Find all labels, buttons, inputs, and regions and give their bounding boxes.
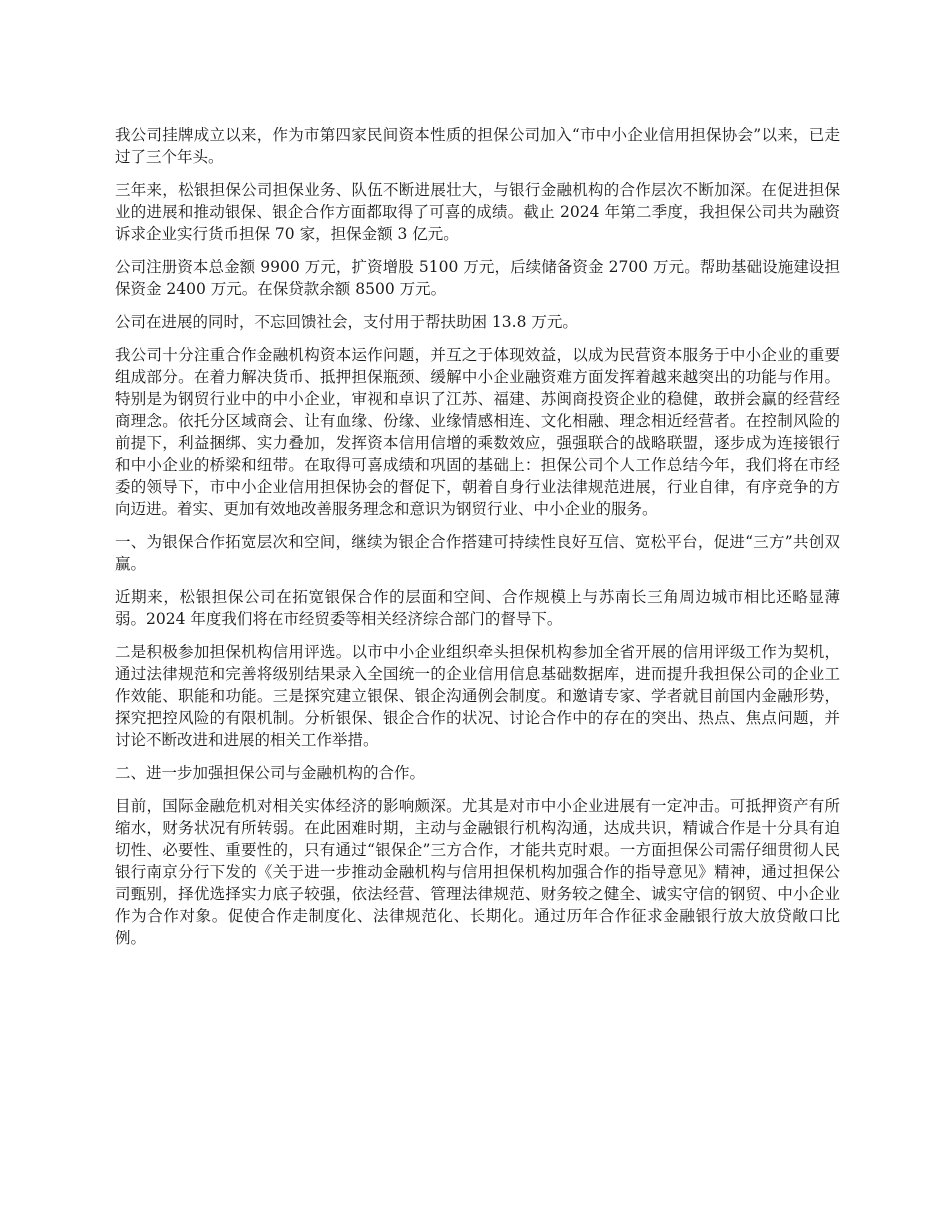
paragraph-three-years: 三年来，松银担保公司担保业务、队伍不断进展壮大，与银行金融机构的合作层次不断加深。在促进担保业的进展和推动银保、银企合作方面都取得了可喜的成绩。截止 2024 年第二季度，我担保公司共为融资诉求企业实行货币担保 70 家，担保金额 3 亿元。 — [115, 181, 840, 243]
paragraph-social: 公司在进展的同时，不忘回馈社会，支付用于帮扶助困 13.8 万元。 — [115, 313, 578, 331]
paragraph-credit-rating: 二是积极参加担保机构信用评选。以市中小企业组织牵头担保机构参加全省开展的信用评级工作为契机，通过法律规范和完善将级别结果录入全国统一的企业信用信息基础数据库，进而提升我担保公司的企业工作效能、职能和功能。三是探究建立银保、银企沟通例会制度。和邀请专家、学者就目前国内金融形势，探究把控风险的有限机制。分析银保、银企合作的状况、讨论合作中的存在的突出、热点、焦点问题，并讨论不断改进和进展的相关工作举措。 — [115, 643, 840, 749]
document-body — [115, 124, 840, 960]
paragraph-cooperation: 我公司十分注重合作金融机构资本运作问题，并互之于体现效益，以成为民营资本服务于中小企业的重要组成部分。在着力解决货币、抵押担保瓶颈、缓解中小企业融资难方面发挥着越来越突出的功能与作用。特别是为钢贸行业中的中小企业，审视和卓识了江苏、福建、苏闽商投资企业的稳健，敢拼会赢的经营经商理念。依托分区域商会、让有血缘、份缘、业缘情感相连、文化相融、理念相近经营者。在控制风险的前提下，利益捆绑、实力叠加，发挥资本信用信增的乘数效应，强强联合的战略联盟，逐步成为连接银行和中小企业的桥梁和纽带。在取得可喜成绩和巩固的基础上：担保公司个人工作总结今年，我们将在市经委的领导下，市中小企业信用担保协会的督促下，朝着自身行业法律规范进展，行业自律，有序竞争的方向迈进。着实、更加有效地改善服务理念和意识为钢贸行业、中小企业的服务。 — [115, 346, 840, 518]
section-heading-2: 二、进一步加强担保公司与金融机构的合作。 — [115, 764, 426, 782]
paragraph-financial-crisis: 目前，国际金融危机对相关实体经济的影响颇深。尤其是对市中小企业进展有一定冲击。可抵押资产有所缩水，财务状况有所转弱。在此困难时期，主动与金融银行机构沟通，达成共识，精诚合作是十分具有迫切性、必要性、重要性的，只有通过“银保企”三方合作，才能共克时艰。一方面担保公司需仔细贯彻人民银行南京分行下发的《关于进一步推动金融机构与信用担保机构加强合作的指导意见》精神，通过担保公司甄别，择优选择实力底子较强，依法经营、管理法律规范、财务较之健全、诚实守信的钢贸、中小企业作为合作对象。促使合作走制度化、法律规范化、长期化。通过历年合作征求金融银行放大放贷敞口比例。 — [115, 797, 840, 947]
section-heading-1: 一、为银保合作拓宽层次和空间，继续为银企合作搭建可持续性良好互信、宽松平台，促进“三方”共创双赢。 — [115, 533, 840, 573]
paragraph-recent: 近期来，松银担保公司在拓宽银保合作的层面和空间、合作规模上与苏南长三角周边城市相比还略显薄弱。2024 年度我们将在市经贸委等相关经济综合部门的督导下。 — [115, 588, 840, 628]
paragraph-capital: 公司注册资本总金额 9900 万元，扩资增股 5100 万元，后续储备资金 2700 万元。帮助基础设施建设担保资金 2400 万元。在保贷款余额 8500 万元。 — [115, 258, 840, 298]
paragraph-intro: 我公司挂牌成立以来，作为市第四家民间资本性质的担保公司加入“市中小企业信用担保协会”以来，已走过了三个年头。 — [115, 126, 840, 166]
